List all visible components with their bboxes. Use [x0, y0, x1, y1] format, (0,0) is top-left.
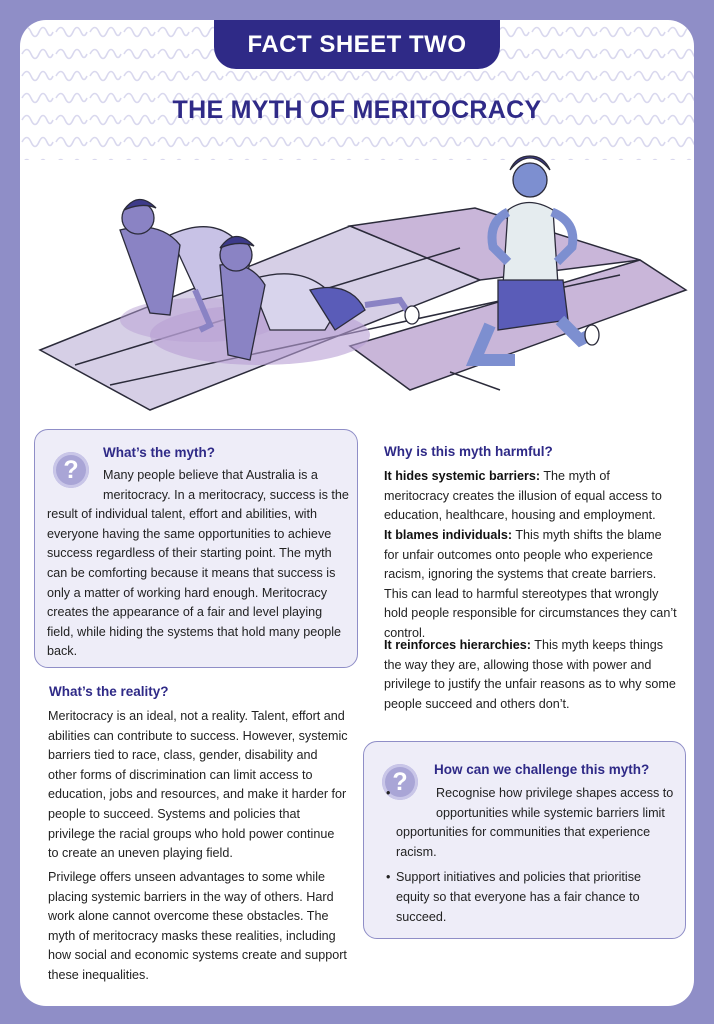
- page-title: THE MYTH OF MERITOCRACY: [172, 96, 542, 124]
- question-icon: ?: [53, 452, 89, 488]
- harmful-point-1: It hides systemic barriers: The myth of meritocracy creates the illusion of equal access to education, healthcare, housing and employment.: [384, 469, 662, 523]
- challenge-card: [363, 741, 686, 939]
- reality-paragraph-1: Meritocracy is an ideal, not a reality. Talent, effort and abilities can contribute to success. However, systemic barriers tied to race, class, gender, disability and other forms of discrimination can limit access to education, jobs and resources, and make it harder for people to succeed. Systems and policies that privilege the racial groups who hold power continue to create an uneven playing field.: [48, 709, 348, 861]
- harmful-heading: Why is this myth harmful?: [384, 444, 553, 459]
- harmful-point-3: It reinforces hierarchies: This myth keeps things the way they are, allowing those with power and privilege to justify the unfair reasons as to why some people succeed and others don’t.: [384, 638, 676, 711]
- list-item: • Support initiatives and policies that prioritise equity so that everyone has a fair chance to succeed.: [396, 868, 676, 927]
- myth-text: Many people believe that Australia is a meritocracy. In a meritocracy, success is the result of individual talent, effort and abilities, with everyone having the same opportunities to achieve success regardless of their starting point. The myth can be comforting because it means that success is only a matter of working hard enough. Meritocracy creates the appearance of a fair and level playing field, while hiding the systems that hold many people back.: [47, 468, 349, 659]
- question-icon: ?: [382, 764, 418, 800]
- fact-sheet: [20, 20, 694, 1006]
- myth-heading: What’s the myth?: [103, 445, 216, 460]
- myth-card: [34, 429, 358, 668]
- challenge-list: [396, 784, 676, 927]
- list-item: • Recognise how privilege shapes access to opportunities while systemic barriers limit opportunities for communities that experience racism.: [396, 784, 676, 862]
- challenge-heading: How can we challenge this myth?: [434, 762, 650, 777]
- reality-paragraph-2: Privilege offers unseen advantages to some while placing systemic barriers in the way of others. Hard work alone cannot overcome these obstacles. The myth of meritocracy masks these realities, including how social and economic systems create and support these inequalities.: [48, 870, 347, 982]
- harmful-point-2: It blames individuals: This myth shifts the blame for unfair outcomes onto people who experience racism, ignoring the systems that create barriers. This can lead to harmful stereotypes that wrongly hold people responsible for circumstances they can’t control.: [384, 528, 677, 640]
- reality-heading: What’s the reality?: [49, 684, 169, 699]
- runners-illustration: [20, 140, 694, 430]
- fact-sheet-banner: FACT SHEET TWO: [214, 20, 500, 69]
